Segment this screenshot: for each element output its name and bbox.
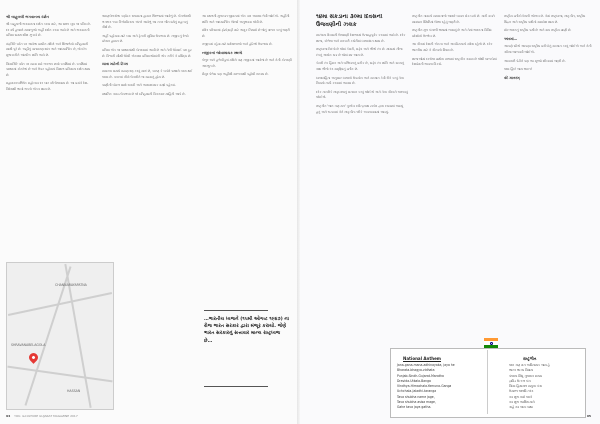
article-title: ૧૪મા સેંકડાના ૩૦મા દિવસની ઉજવણીની ઝલક	[316, 14, 383, 28]
paragraph: સવારના સમયે ચઢાણ શરૂ કરવું સારું છે, કારણ કે બપોરે પથ્થરો ગરમ થઈ જાય છે. પગરખાં નીચે ઉતારીને જ ચઢવાનું હોય છે.	[102, 69, 193, 79]
paragraph: પ્રતિમા એક જ પથ્થરમાંથી કોતરવામાં આવી છે અને તેની ઊંચાઈ ૫૭ ફૂટ છે. વિશ્વની સૌથી ઊંચી એકાશ્મ પ્રતિમાઓમાંની એક તરીકે તે પ્રસિદ્ધ છે.	[102, 47, 192, 58]
anthem-line: તવ શુભ નામે જાગે	[509, 394, 533, 399]
quote-rule-bottom	[204, 386, 268, 387]
anthem-line: ઉચ્છલ જલધિ તરંગ	[509, 389, 534, 394]
anthem-line: જન ગણ મન અધિનાયક જય હે	[509, 363, 550, 367]
footer-text: YOU. &CULTURE GUJARAT MAGAZINE 2017	[14, 414, 78, 418]
left-col2-subheading: યાત્રા માટેની ટિપ્સ	[102, 62, 128, 67]
pull-quote: …ભારતીય ધ્વજને (૧૫મી ઓગષ્ટ ૧૯૪૭) ના રોજ ભારત સરકાર દ્વારા મંજૂર કરાયો. જેણે ભારત સરકારનું સત્તાવાર માન્ય રાષ્ટ્રધ્વજ છે…	[204, 317, 290, 344]
paragraph: મંદિર પરિસરમાં ફોટોગ્રાફી માટે અમુક નિયમો છે જેનું પાલન કરવું જરૂરી છે.	[202, 28, 290, 38]
anthem-line: Bharata-bhagya-vidhata	[397, 368, 435, 373]
anthem-line: પંજાબ સિંધુ ગુજરાત મરાઠા	[509, 373, 543, 378]
location-map[interactable]	[6, 262, 114, 410]
left-col3-subheading: નજીકનાં જોવાલાયક સ્થળો	[202, 50, 243, 55]
anthem-divider	[487, 350, 488, 414]
left-col-3	[202, 14, 292, 304]
paragraph: આ સ્થળની મુલાકાત જીવનમાં એક વાર અવશ્ય લેવી જોઈએ. અહીંની શાંતિ અને આધ્યાત્મિક ઊર્જા અનુભવવા જેવી છે.	[202, 14, 290, 24]
paragraph: કેસરી રંગ હિંમત અને બલિદાનનું પ્રતીક છે, સફેદ રંગ શાંતિ અને સત્યનું તથા લીલો રંગ સમૃદ્ધિનું પ્રતીક છે.	[316, 61, 405, 71]
anthem-line: Gahe tava jaya gatha.	[397, 405, 432, 410]
paragraph: સ્વતંત્રતા દિવસની ઉજવણી દેશભરમાં ઉત્સાહપૂર્વક કરવામાં આવે છે. દરેક શાળા, કોલેજ અને સરકારી કચેરીમાં ધ્વજવંદન થાય છે.	[316, 33, 406, 43]
paragraph: સ્થાનિક ગાઇડ ઉપલબ્ધ છે જે ઇતિહાસની વિગતવાર માહિતી આપે છે.	[102, 91, 186, 96]
paragraph: શાળાઓમાં દરરોજ પ્રાર્થના સભામાં રાષ્ટ્રગીત ગવાય છે જેથી બાળકોમાં દેશપ્રેમની ભાવના વિકસે.	[412, 56, 497, 67]
paragraph: આવનારી પેઢીને પણ આ મૂલ્યો શીખવવાં જરૂરી છે.	[504, 58, 566, 63]
paragraph: રાષ્ટ્રીય પ્રતીકો દેશની ઓળખ છે. તેમાં રાષ્ટ્રધ્વજ, રાષ્ટ્રગીત, રાષ્ટ્રીય ચિહ્ન અને રાષ્ટ્રીય પક્ષીનો સમાવેશ થાય છે.	[504, 14, 586, 24]
anthem-line: દ્રાવિડ ઉત્કલ બંગ	[509, 378, 531, 383]
paragraph: આ ગીતમાં દેશની એકતા અને અખંડિતતાનો સંદેશ રહેલો છે. દરેક ભારતીય માટે તે ગૌરવનો વિષય છે.	[412, 42, 493, 52]
paragraph: અહીં પહોંચવા માટે બસ અને ટ્રેનની સુવિધા ઉપલબ્ધ છે. નજીકનું રેલવે સ્ટેશન હાસન છે.	[102, 33, 189, 44]
paragraph: બેલુર અને હળેબીડુનાં મંદિરો પણ નજીકમાં આવેલાં છે અને તેની કોતરણી અદભુત છે.	[202, 57, 292, 68]
left-col1-heading: શ્રી બાહુબલી ભગવાનના દર્શન	[6, 15, 49, 19]
paragraph: ધ્વજસંહિતા અનુસાર ધ્વજનો ઉપયોગ અને સન્માન કેવી રીતે કરવું તેના નિયમો નક્કી કરવામાં આવ્યા છે.	[316, 75, 404, 86]
map-label: HASSAN	[67, 389, 81, 393]
anthem-line: તવ શુભ આશિષ માગે	[509, 400, 535, 405]
paragraph: મૈસુર પેલેસ પણ અહીંથી સરળતાથી પહોંચી શકાય છે.	[202, 72, 269, 77]
right-col-3	[504, 14, 592, 334]
paragraph: આપણે સૌએ આપણા રાષ્ટ્રીય પ્રતીકોનું સન્માન કરવું જોઈએ અને તેની ગરિમા જાળવવી જોઈએ.	[504, 44, 592, 54]
paragraph: નજીકમાં રહેવા માટે ધર્મશાળાઓ અને હોટેલો ઉપલબ્ધ છે.	[202, 42, 273, 47]
paragraph: રાષ્ટ્રગીત મૂળ બંગાળી ભાષામાં લખાયું છે અને તેમાં ભારતના વિવિધ પ્રદેશોનો ઉલ્લેખ છે.	[412, 28, 492, 38]
left-footer	[6, 414, 78, 418]
anthem-line: Tava shubha name jage,	[397, 394, 435, 399]
paragraph: મોર ભારતનું રાષ્ટ્રીય પક્ષી છે અને વાઘ રાષ્ટ્રીય પ્રાણી છે.	[504, 28, 572, 33]
anthem-line: Dravida-Utkala-Banga	[397, 378, 431, 383]
paragraph: જય હિંદ! જય ભારત!	[504, 67, 532, 72]
anthem-title-gu: રાષ્ટ્રગીત	[523, 356, 537, 361]
indian-flag-icon	[484, 338, 498, 348]
anthem-title-en: National Anthem	[403, 356, 441, 361]
anthem-lines-en	[397, 363, 487, 411]
anthem-line: Vindhya-Himachala-Yamuna-Ganga	[397, 384, 452, 389]
paragraph: પાણીની બોટલ સાથે રાખવી અને આરામદાયક વસ્ત્રો પહેરવાં.	[102, 83, 176, 88]
paragraph: રાષ્ટ્રગીત ગાવાનો સમયગાળો આશરે બાવન સેકન્ડનો છે. ગાતી વખતે સાવધાન સ્થિતિમાં ઊભા રહેવું જરૂરી છે.	[412, 14, 495, 24]
paragraph: મહામસ્તકાભિષેક મહોત્સવ દર બાર વર્ષે ઉજવાય છે. આ પ્રસંગે દેશ-વિદેશથી લાખો ભક્તો એકત્ર થાય છે.	[6, 81, 89, 91]
page-number: 95	[586, 414, 591, 418]
anthem-line: Punjab-Sindh-Gujarat-Maratha	[397, 373, 444, 378]
paragraph: ચંદ્રગિરિ પર્વત પર આવેલા પ્રાચીન મંદિરો અને શિલાલેખો ઇતિહાસની સાક્ષી પૂરે છે. અહીંનું વાતાવરણ શાંત અને આધ્યાત્મિક છે, જે દરેક મુલાકાતીને આંતરિક શાંતિ આપે છે.	[6, 41, 89, 57]
anthem-line: Uchchala-Jaladhi-taranga	[397, 389, 437, 394]
quote-rule-top	[204, 310, 268, 311]
anthem-line: ગાહે તવ જય ગાથા	[509, 405, 533, 410]
national-anthem-box	[390, 348, 586, 418]
paragraph: રાષ્ટ્રધ્વજ ત્રિરંગો છે જેમાં કેસરી, સફેદ અને લીલો રંગ છે. મધ્યમાં નીલા રંગનું અશોક ચક્ર છે જેમાં ૨૪ આરા છે.	[316, 47, 403, 57]
anthem-line: Jana-gana-mana-adhinayaka, jaya he	[397, 363, 455, 367]
map-label: SHRAVANABELAGOLA	[11, 343, 46, 347]
paragraph: રાષ્ટ્રગીત 'જન ગણ મન' ગુરુદેવ રવીન્દ્રનાથ ટાગોર દ્વારા રચવામાં આવ્યું હતું અને ૧૯૫૦માં તેને રાષ્ટ્રગીત તરીકે અપનાવવામાં આવ્યું.	[316, 103, 404, 114]
signoff: વંદે માતરમ્	[504, 75, 520, 80]
map-label: CHANNARAYAPATNA	[55, 283, 87, 287]
conclusion-heading: અંતમાં…	[504, 36, 518, 41]
anthem-line: ભારત ભાગ્ય વિધાતા	[509, 368, 534, 373]
left-col-2	[102, 14, 194, 314]
left-col-1	[6, 14, 94, 256]
paragraph: શ્રવણબેલગોલા કર્ણાટક રાજ્યના હાસન જિલ્લામાં આવેલું છે. બેંગલોરથી લગભગ ૧૫૦ કિલોમીટરના અંતરે આવેલું આ નગર જૈન ધર્મનું મહત્વનું તીર્થ છે.	[102, 14, 191, 30]
page-number: 94	[6, 414, 11, 418]
paragraph: શ્રી બાહુબલી ભગવાનના દર્શન કરવા માટે, આ સ્થળ ખૂબ જ પવિત્ર છે. દર વર્ષે હજારો યાત્રાળુઓ અહીં દર્શન કરવા આવે છે અને ભગવાનની પ્રતિમા સમક્ષ શીશ ઝુકાવે છે.	[6, 22, 91, 38]
anthem-lines-gu	[509, 363, 583, 411]
right-col-2	[412, 14, 498, 334]
anthem-line: વિંધ્ય હિમાચલ યમુના ગંગા	[509, 384, 543, 389]
anthem-line: Tava shubha asisa mage,	[397, 400, 436, 405]
paragraph: દરેક નાગરિકે રાષ્ટ્રધ્વજનું સન્માન કરવું જોઈએ અને તેના ગૌરવને જાળવવું જોઈએ.	[316, 89, 408, 100]
paragraph: વિંધ્યગિરિ પર્વત પર ચઢવા માટે લગભગ છસો પગથિયાં છે. પગથિયાં પથ્થરમાં કોતરેલાં છે અને ઉપર પહોંચતાં વિશાળ પ્રતિમાના દર્શન થાય છે.	[6, 61, 91, 77]
